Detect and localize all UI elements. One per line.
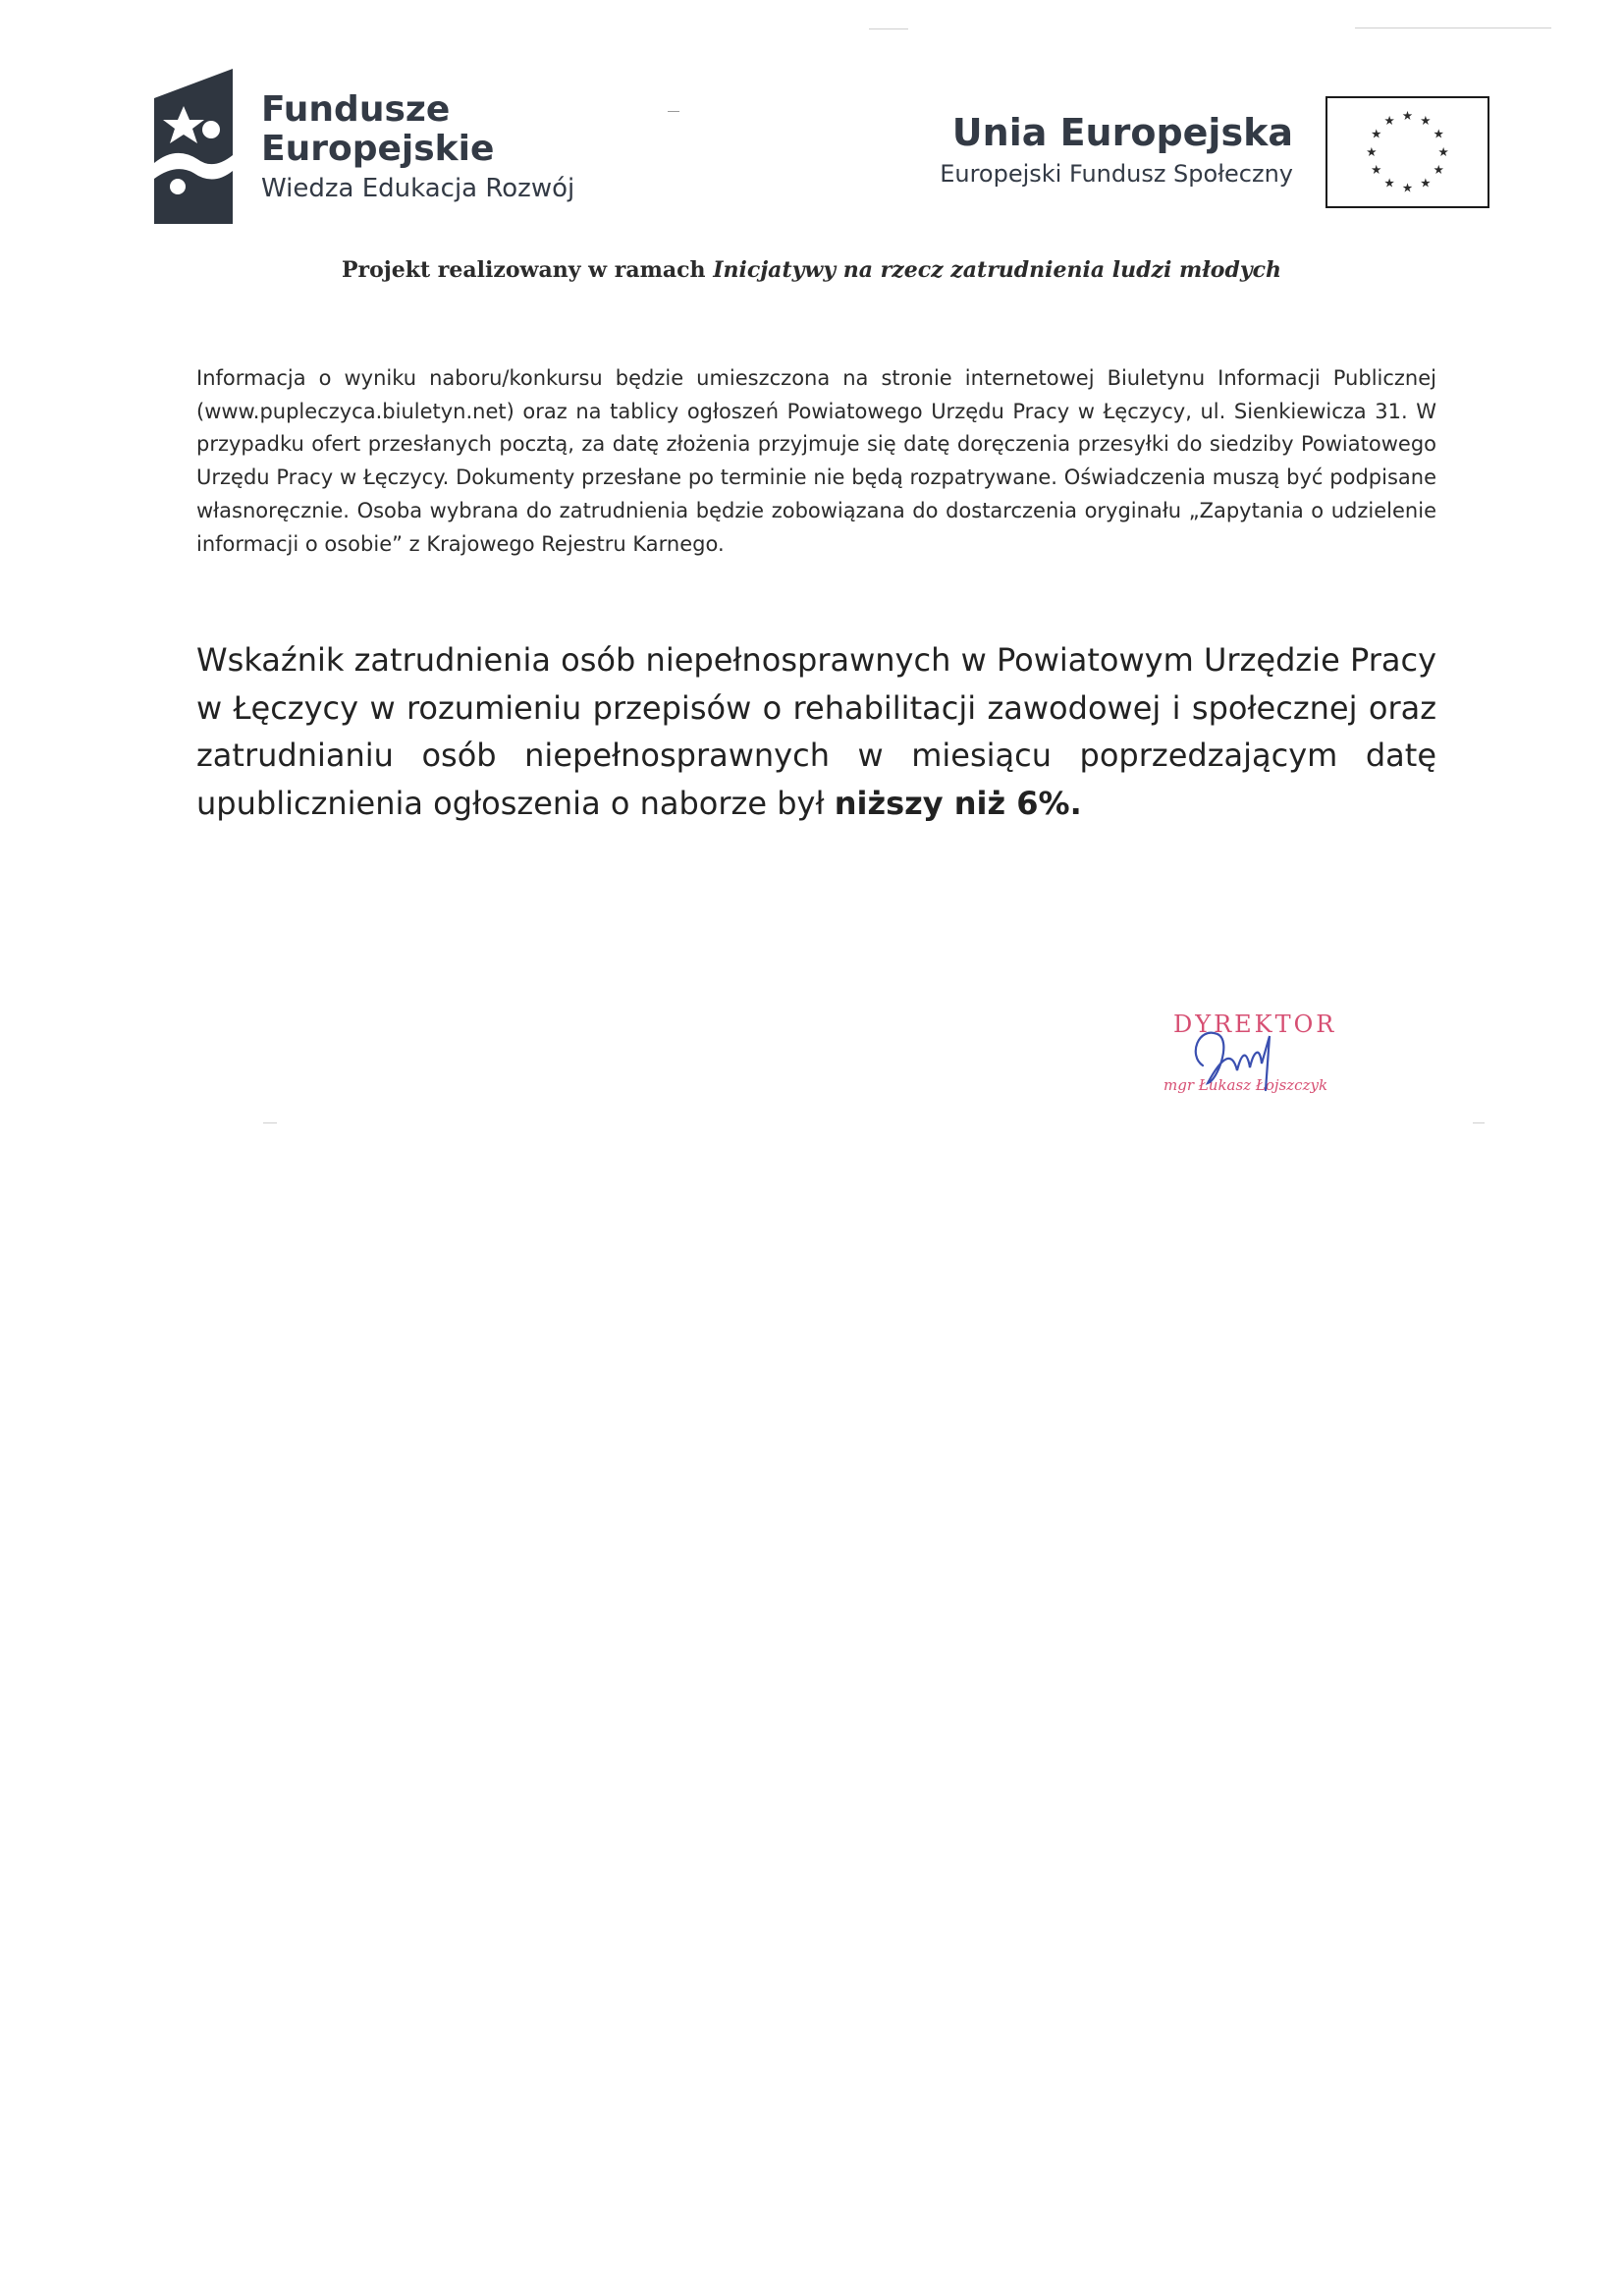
eu-star: ★ xyxy=(1366,143,1378,159)
eu-star: ★ xyxy=(1420,175,1432,191)
eu-star: ★ xyxy=(1371,162,1382,178)
project-initiative-name: Inicjatywy na rzecz zatrudnienia ludzi młodych xyxy=(713,257,1282,283)
eu-star: ★ xyxy=(1420,113,1432,129)
employment-indicator-paragraph xyxy=(196,636,1436,827)
eu-flag-stars-icon xyxy=(1325,96,1489,208)
eu-title: Unia Europejska xyxy=(951,111,1293,154)
fundusze-europejskie-text xyxy=(261,90,574,204)
project-prefix: Projekt realizowany w ramach xyxy=(341,257,714,283)
eu-star: ★ xyxy=(1401,180,1414,195)
eu-star: ★ xyxy=(1383,113,1395,129)
eu-star: ★ xyxy=(1401,108,1414,124)
eu-star: ★ xyxy=(1371,126,1382,141)
eu-star: ★ xyxy=(1437,143,1449,159)
indicator-text: Wskaźnik zatrudnienia osób niepełnosprawnych w Powiatowym Urzędzie Pracy w Łęczycy w rozumieniu przepisów o rehabilitacji zawodowej i społecznej oraz zatrudnianiu osób niepełnosprawnych w miesiącu poprzedzającym datę upublicznienia ogłoszenia o naborze był xyxy=(196,641,1436,822)
stamp-title: DYREKTOR xyxy=(1173,1011,1337,1038)
fundusze-title-line2: Europejskie xyxy=(261,129,495,169)
indicator-emphasis: niższy niż 6%. xyxy=(834,784,1082,822)
project-initiative-line xyxy=(0,257,1623,283)
eu-star: ★ xyxy=(1383,175,1395,191)
recruitment-info-paragraph: Informacja o wyniku naboru/konkursu będzie umieszczona na stronie internetowej Biuletynu Informacji Publicznej (www.pupleczyca.biuletyn.net) oraz na tablicy ogłoszeń Powiatowego Urzędu Pracy w Łęczycy, ul. Sienkiewicza 31. W przypadku ofert przesłanych pocztą, za datę złożenia przyjmuje się datę doręczenia przesyłki do siedziby Powiatowego Urzędu Pracy w Łęczycy. Dokumenty przesłane po terminie nie będą rozpatrywane. Oświadczenia muszą być podpisane własnoręcznie. Osoba wybrana do zatrudnienia będzie zobowiązana do dostarczenia oryginału „Zapytania o udzielenie informacji o osobie” z Krajowego Rejestru Karnego. xyxy=(196,366,1436,556)
fundusze-tagline: Wiedza Edukacja Rozwój xyxy=(261,174,575,203)
eu-star: ★ xyxy=(1433,162,1444,178)
fundusze-title-line1: Fundusze xyxy=(261,89,451,130)
eu-subtitle: Europejski Fundusz Społeczny xyxy=(940,160,1293,188)
eu-star: ★ xyxy=(1433,126,1444,141)
stamp-name: mgr Łukasz Łojszczyk xyxy=(1163,1076,1328,1094)
director-stamp-signature xyxy=(1163,997,1389,1110)
fundusze-europejskie-logo-icon xyxy=(154,69,233,224)
